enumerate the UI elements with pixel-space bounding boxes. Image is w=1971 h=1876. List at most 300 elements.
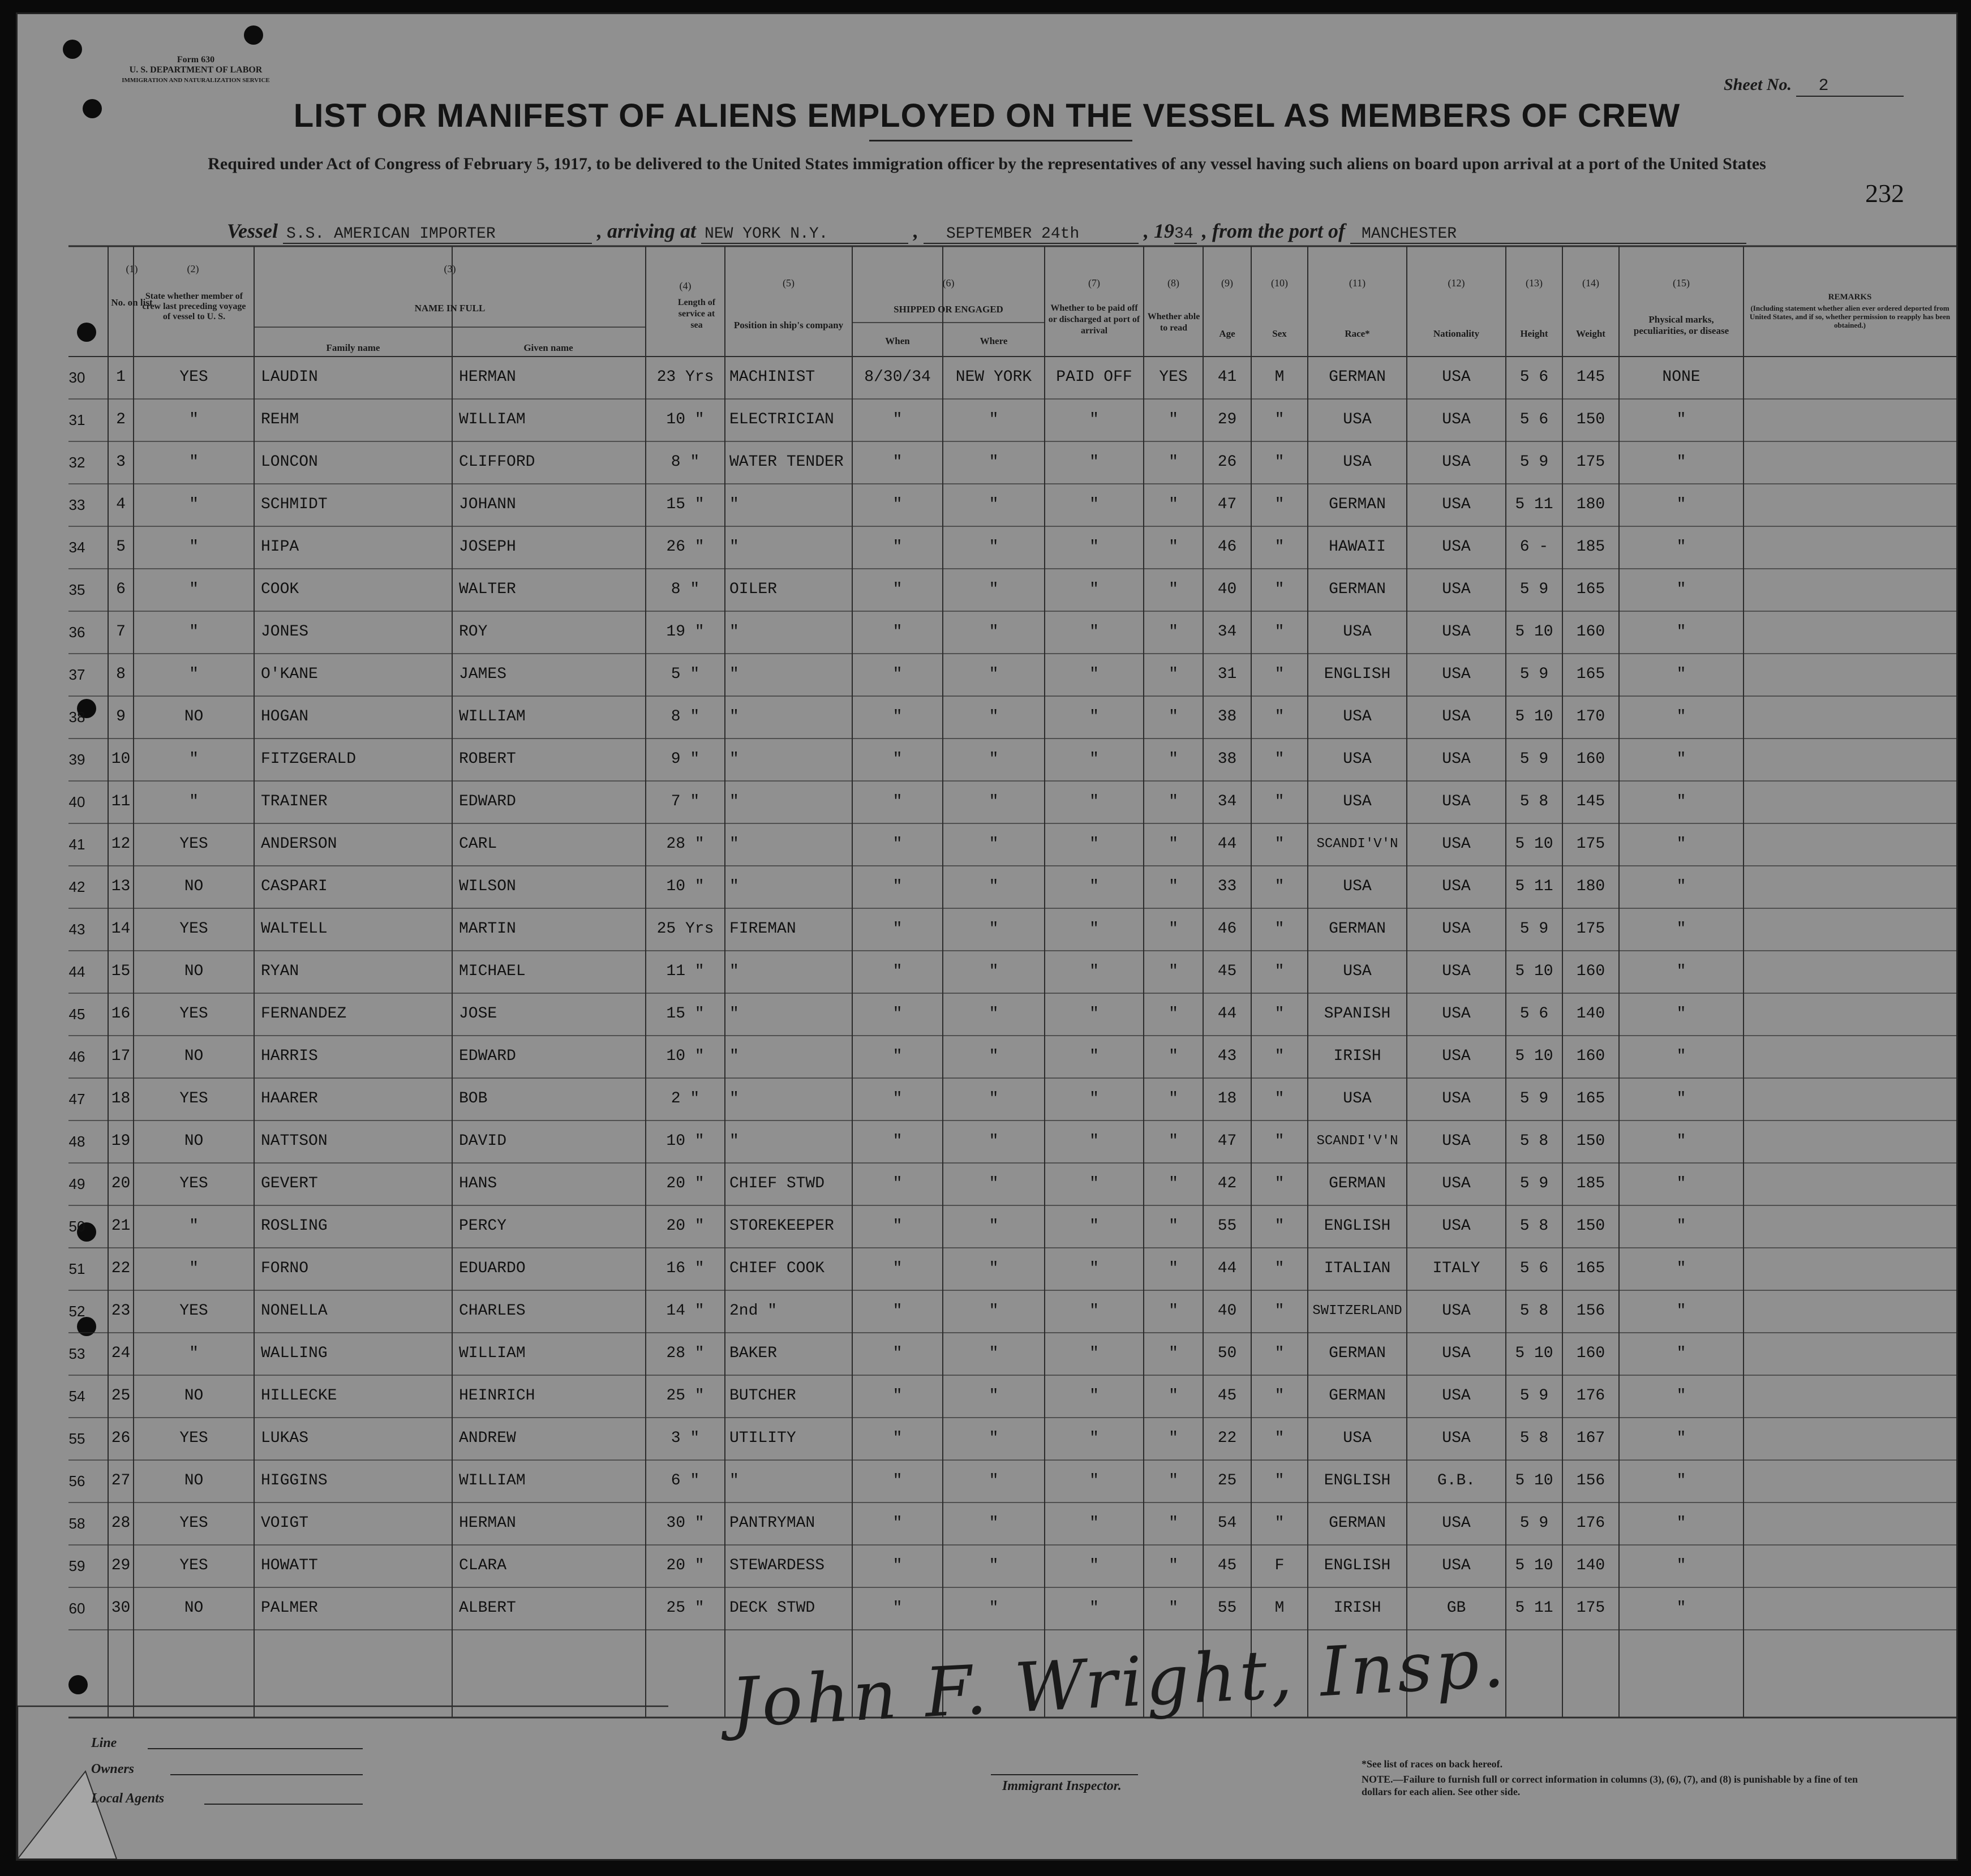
service-length-cell: 8 " <box>671 708 700 725</box>
form-number: Form 630 <box>177 55 215 65</box>
height-cell: 5 11 <box>1515 878 1553 895</box>
service-length-cell: 10 " <box>666 1048 705 1065</box>
shipped-where-cell: " <box>989 623 999 641</box>
able-to-read-cell: " <box>1169 963 1178 980</box>
family-name-cell: REHM <box>261 411 299 428</box>
physical-marks-cell: " <box>1676 1387 1686 1405</box>
shipped-when-cell: " <box>892 1429 903 1447</box>
paid-off-cell: " <box>1089 878 1099 895</box>
given-name-cell: CLIFFORD <box>459 453 535 471</box>
margin-line-number: 30 <box>68 369 85 386</box>
shipped-when-cell: " <box>892 1472 903 1489</box>
margin-line-number: 56 <box>68 1473 85 1489</box>
service-name: IMMIGRATION AND NATURALIZATION SERVICE <box>122 77 270 84</box>
service-length-cell: 9 " <box>671 750 700 768</box>
sex-cell: " <box>1274 666 1285 683</box>
shipped-where-cell: " <box>989 496 999 513</box>
height-cell: 5 10 <box>1515 1557 1553 1574</box>
family-name-cell: O'KANE <box>261 666 318 683</box>
previous-voyage-cell: NO <box>184 1132 204 1150</box>
able-to-read-cell: " <box>1169 835 1178 853</box>
paid-off-cell: " <box>1089 1429 1099 1447</box>
able-to-read-cell: " <box>1169 1514 1178 1532</box>
nationality-cell: USA <box>1442 1429 1471 1447</box>
shipped-where-cell: " <box>989 1175 999 1192</box>
list-number-cell: 30 <box>111 1599 131 1617</box>
sheet-number-label: Sheet No. <box>1724 75 1792 94</box>
race-cell: USA <box>1343 623 1372 641</box>
family-name-cell: FITZGERALD <box>261 750 357 768</box>
sheet-number-value: 2 <box>1796 76 1904 97</box>
able-to-read-cell: YES <box>1159 368 1188 386</box>
shipped-when-cell: " <box>892 1005 903 1023</box>
col-13-number: (13) <box>1526 277 1543 289</box>
able-to-read-cell: " <box>1169 1345 1178 1362</box>
physical-marks-cell: " <box>1676 1472 1686 1489</box>
paid-off-cell: " <box>1089 1217 1099 1235</box>
sex-cell: " <box>1274 708 1285 725</box>
family-name-cell: PALMER <box>261 1599 318 1617</box>
remarks-subheader: (Including statement whether alien ever ordered deported from United States, and if so, whether permission to reapply has been obtained.) <box>1749 304 1951 329</box>
weight-cell: 185 <box>1576 538 1605 556</box>
owners-rule <box>170 1774 363 1775</box>
shipped-when-cell: " <box>892 1132 903 1150</box>
able-to-read-cell: " <box>1169 1260 1178 1277</box>
shipped-when-cell: " <box>892 1387 903 1405</box>
given-name-cell: MARTIN <box>459 920 516 938</box>
margin-line-number: 42 <box>68 878 85 895</box>
service-length-cell: 20 " <box>666 1557 705 1574</box>
given-name-cell: JAMES <box>459 666 507 683</box>
page-title: LIST OR MANIFEST OF ALIENS EMPLOYED ON THE VESSEL AS MEMBERS OF CREW <box>293 97 1681 134</box>
paid-off-cell: " <box>1089 623 1099 641</box>
previous-voyage-cell: YES <box>179 1090 208 1107</box>
list-number-cell: 25 <box>111 1387 131 1405</box>
paid-off-cell: " <box>1089 1302 1099 1320</box>
shipped-where-cell: " <box>989 708 999 725</box>
nationality-cell: USA <box>1442 368 1471 386</box>
weight-cell: 140 <box>1576 1557 1605 1574</box>
margin-line-number: 53 <box>68 1345 85 1362</box>
paid-off-cell: " <box>1089 1472 1099 1489</box>
paid-off-cell: " <box>1089 538 1099 556</box>
given-name-cell: WILLIAM <box>459 708 526 725</box>
given-name-cell: ROY <box>459 623 488 641</box>
shipped-when-cell: " <box>892 623 903 641</box>
service-length-cell: 20 " <box>666 1175 705 1192</box>
paid-off-cell: " <box>1089 1345 1099 1362</box>
family-name-cell: LAUDIN <box>261 368 318 386</box>
race-cell: GERMAN <box>1329 1175 1386 1192</box>
nationality-cell: USA <box>1442 1090 1471 1107</box>
sex-cell: " <box>1274 453 1285 471</box>
footer-owners-label: Owners <box>91 1762 135 1776</box>
shipped-when-cell: " <box>892 538 903 556</box>
given-name-cell: WILLIAM <box>459 1345 526 1362</box>
previous-voyage-cell: YES <box>179 1429 208 1447</box>
list-number-cell: 20 <box>111 1175 131 1192</box>
race-cell: GERMAN <box>1329 920 1386 938</box>
age-cell: 45 <box>1217 1557 1237 1574</box>
sex-cell: " <box>1274 793 1285 810</box>
previous-voyage-cell: YES <box>179 1557 208 1574</box>
height-cell: 5 10 <box>1515 835 1553 853</box>
shipped-when-cell: " <box>892 1260 903 1277</box>
sex-cell: " <box>1274 623 1285 641</box>
family-name-cell: SCHMIDT <box>261 496 328 513</box>
sex-cell: " <box>1274 1514 1285 1532</box>
shipped-when-cell: " <box>892 581 903 598</box>
family-name-cell: HOWATT <box>261 1557 318 1574</box>
nationality-cell: USA <box>1442 1175 1471 1192</box>
col-11-number: (11) <box>1349 277 1366 289</box>
sex-cell: M <box>1274 368 1285 386</box>
race-cell: GERMAN <box>1329 1345 1386 1362</box>
able-to-read-cell: " <box>1169 793 1178 810</box>
list-number-cell: 5 <box>116 538 126 556</box>
previous-voyage-cell: " <box>189 793 199 810</box>
col-14-header: Weight <box>1576 328 1605 339</box>
height-cell: 5 11 <box>1515 496 1553 513</box>
paid-off-cell: " <box>1089 666 1099 683</box>
given-name-cell: HEINRICH <box>459 1387 535 1405</box>
previous-voyage-cell: " <box>189 750 199 768</box>
sex-cell: " <box>1274 496 1285 513</box>
shipped-when-cell: " <box>892 496 903 513</box>
margin-line-number: 43 <box>68 921 85 938</box>
physical-marks-cell: " <box>1676 750 1686 768</box>
weight-cell: 160 <box>1576 623 1605 641</box>
position-cell: CHIEF COOK <box>729 1260 825 1277</box>
position-cell: WATER TENDER <box>729 453 844 471</box>
previous-voyage-cell: " <box>189 581 199 598</box>
weight-cell: 175 <box>1576 920 1605 938</box>
race-cell: SPANISH <box>1324 1005 1391 1023</box>
shipped-when-cell: " <box>892 1175 903 1192</box>
given-name-cell: JOSE <box>459 1005 497 1023</box>
height-cell: 5 9 <box>1519 581 1549 598</box>
manifest-sheet <box>16 12 1958 1861</box>
list-number-cell: 3 <box>116 453 126 471</box>
col-5-number: (5) <box>783 277 795 289</box>
col-4-number: (4) <box>679 280 692 291</box>
col-3-number: (3) <box>444 263 456 274</box>
position-cell: " <box>729 1132 739 1150</box>
margin-line-number: 45 <box>68 1006 85 1023</box>
col-1-number: (1) <box>126 263 138 274</box>
family-name-cell: LONCON <box>261 453 318 471</box>
previous-voyage-cell: " <box>189 453 199 471</box>
able-to-read-cell: " <box>1169 1175 1178 1192</box>
margin-line-number: 51 <box>68 1260 85 1277</box>
service-length-cell: 25 " <box>666 1387 705 1405</box>
line-rule <box>148 1748 363 1749</box>
able-to-read-cell: " <box>1169 538 1178 556</box>
inspector-rule <box>991 1774 1138 1775</box>
paid-off-cell: " <box>1089 708 1099 725</box>
shipped-when-cell: " <box>892 1599 903 1617</box>
physical-marks-cell: " <box>1676 835 1686 853</box>
paid-off-cell: " <box>1089 1514 1099 1532</box>
shipped-where-cell: " <box>989 1345 999 1362</box>
col-6a-header: When <box>885 336 910 346</box>
position-cell: " <box>729 496 739 513</box>
able-to-read-cell: " <box>1169 1429 1178 1447</box>
service-length-cell: 26 " <box>666 538 705 556</box>
given-name-cell: JOHANN <box>459 496 516 513</box>
margin-line-number: 32 <box>68 454 85 471</box>
shipped-where-cell: " <box>989 411 999 428</box>
sex-cell: " <box>1274 1387 1285 1405</box>
col-4-header: Length of service at sea <box>677 298 716 330</box>
list-number-cell: 26 <box>111 1429 131 1447</box>
margin-line-number: 35 <box>68 581 85 598</box>
list-number-cell: 18 <box>111 1090 131 1107</box>
able-to-read-cell: " <box>1169 1048 1178 1065</box>
shipped-when-cell: " <box>892 1217 903 1235</box>
position-cell: " <box>729 835 739 853</box>
previous-voyage-cell: YES <box>179 1514 208 1532</box>
service-length-cell: 25 " <box>666 1599 705 1617</box>
nationality-cell: USA <box>1442 878 1471 895</box>
position-cell: " <box>729 963 739 980</box>
shipped-when-cell: " <box>892 963 903 980</box>
shipped-when-cell: " <box>892 1048 903 1065</box>
physical-marks-cell: " <box>1676 920 1686 938</box>
service-length-cell: 5 " <box>671 666 700 683</box>
family-name-cell: WALTELL <box>261 920 328 938</box>
given-name-cell: DAVID <box>459 1132 507 1150</box>
margin-line-number: 55 <box>68 1430 85 1447</box>
able-to-read-cell: " <box>1169 1599 1178 1617</box>
race-cell: GERMAN <box>1329 1514 1386 1532</box>
vessel-label: Vessel <box>227 220 278 242</box>
height-cell: 5 9 <box>1519 750 1549 768</box>
race-note: *See list of races on back hereof. <box>1362 1758 1503 1770</box>
race-cell: GERMAN <box>1329 581 1386 598</box>
col-8-header: Whether able to read <box>1147 312 1200 333</box>
nationality-cell: ITALY <box>1432 1260 1480 1277</box>
race-cell: GERMAN <box>1329 496 1386 513</box>
position-cell: 2nd " <box>729 1302 778 1320</box>
age-cell: 18 <box>1217 1090 1237 1107</box>
given-name-cell: WILLIAM <box>459 411 526 428</box>
age-cell: 42 <box>1217 1175 1237 1192</box>
age-cell: 47 <box>1217 1132 1237 1150</box>
col-10-number: (10) <box>1271 277 1288 289</box>
age-cell: 47 <box>1217 496 1237 513</box>
penalty-note: NOTE.—Failure to furnish full or correct information in columns (3), (6), (7), and (8) is punishable by a fine of ten dollars for each alien. See other side. <box>1362 1774 1858 1797</box>
family-name-cell: HAARER <box>261 1090 318 1107</box>
height-cell: 5 6 <box>1519 1005 1549 1023</box>
footer-line-label: Line <box>91 1736 117 1750</box>
nationality-cell: USA <box>1442 708 1471 725</box>
physical-marks-cell: " <box>1676 496 1686 513</box>
race-cell: USA <box>1343 1090 1372 1107</box>
physical-marks-cell: " <box>1676 1090 1686 1107</box>
age-cell: 38 <box>1217 750 1237 768</box>
shipped-where-cell: " <box>989 750 999 768</box>
col-13-header: Height <box>1520 328 1548 339</box>
race-cell: SWITZERLAND <box>1312 1303 1402 1319</box>
race-cell: USA <box>1343 963 1372 980</box>
list-number-cell: 1 <box>116 368 126 386</box>
family-name-cell: COOK <box>261 581 299 598</box>
list-number-cell: 2 <box>116 411 126 428</box>
weight-cell: 145 <box>1576 793 1605 810</box>
given-name-cell: ALBERT <box>459 1599 516 1617</box>
age-cell: 46 <box>1217 920 1237 938</box>
col-15-header: Physical marks, peculiarities, or disease <box>1633 314 1729 336</box>
margin-line-number: 31 <box>68 411 85 428</box>
weight-cell: 175 <box>1576 453 1605 471</box>
shipped-where-cell: " <box>989 1472 999 1489</box>
nationality-cell: USA <box>1442 1345 1471 1362</box>
shipped-when-cell: " <box>892 1302 903 1320</box>
previous-voyage-cell: " <box>189 411 199 428</box>
weight-cell: 180 <box>1576 496 1605 513</box>
shipped-where-cell: " <box>989 538 999 556</box>
sex-cell: " <box>1274 1260 1285 1277</box>
family-name-cell: WALLING <box>261 1345 328 1362</box>
age-cell: 50 <box>1217 1345 1237 1362</box>
weight-cell: 145 <box>1576 368 1605 386</box>
sex-cell: " <box>1274 1429 1285 1447</box>
paid-off-cell: " <box>1089 1260 1099 1277</box>
shipped-where-cell: " <box>989 1429 999 1447</box>
weight-cell: 156 <box>1576 1472 1605 1489</box>
weight-cell: 150 <box>1576 1132 1605 1150</box>
height-cell: 5 9 <box>1519 453 1549 471</box>
nationality-cell: USA <box>1442 793 1471 810</box>
family-name-cell: RYAN <box>261 963 299 980</box>
able-to-read-cell: " <box>1169 1302 1178 1320</box>
service-length-cell: 10 " <box>666 1132 705 1150</box>
service-length-cell: 14 " <box>666 1302 705 1320</box>
sex-cell: " <box>1274 963 1285 980</box>
weight-cell: 150 <box>1576 1217 1605 1235</box>
col-12-number: (12) <box>1448 277 1465 289</box>
family-name-cell: NONELLA <box>261 1302 328 1320</box>
previous-voyage-cell: YES <box>179 1302 208 1320</box>
sex-cell: " <box>1274 581 1285 598</box>
given-name-cell: EDWARD <box>459 793 516 810</box>
physical-marks-cell: " <box>1676 538 1686 556</box>
height-cell: 5 8 <box>1519 793 1549 810</box>
col-11-header: Race* <box>1345 328 1370 339</box>
weight-cell: 140 <box>1576 1005 1605 1023</box>
family-name-cell: ANDERSON <box>261 835 337 853</box>
margin-line-number: 52 <box>68 1303 85 1320</box>
previous-voyage-cell: " <box>189 1217 199 1235</box>
race-cell: ITALIAN <box>1324 1260 1391 1277</box>
nationality-cell: USA <box>1442 1048 1471 1065</box>
sex-cell: " <box>1274 920 1285 938</box>
shipped-where-cell: " <box>989 878 999 895</box>
list-number-cell: 11 <box>111 793 131 810</box>
height-cell: 5 8 <box>1519 1302 1549 1320</box>
margin-line-number: 44 <box>68 963 85 980</box>
able-to-read-cell: " <box>1169 496 1178 513</box>
paid-off-cell: " <box>1089 1175 1099 1192</box>
shipped-where-cell: " <box>989 1132 999 1150</box>
position-cell: OILER <box>729 581 778 598</box>
folded-corner <box>18 1771 117 1859</box>
shipped-when-cell: " <box>892 1090 903 1107</box>
shipped-when-cell: " <box>892 878 903 895</box>
physical-marks-cell: " <box>1676 581 1686 598</box>
paid-off-cell: " <box>1089 496 1099 513</box>
paid-off-cell: " <box>1089 793 1099 810</box>
previous-voyage-cell: NO <box>184 708 204 725</box>
given-name-cell: BOB <box>459 1090 488 1107</box>
race-cell: ENGLISH <box>1324 666 1391 683</box>
sex-cell: " <box>1274 750 1285 768</box>
age-cell: 55 <box>1217 1599 1237 1617</box>
sex-cell: " <box>1274 1005 1285 1023</box>
age-cell: 33 <box>1217 878 1237 895</box>
col-3b-header: Given name <box>523 342 573 353</box>
height-cell: 5 10 <box>1515 708 1553 725</box>
age-cell: 22 <box>1217 1429 1237 1447</box>
position-cell: STOREKEEPER <box>729 1217 834 1235</box>
able-to-read-cell: " <box>1169 750 1178 768</box>
margin-line-number: 36 <box>68 624 85 641</box>
col-7-number: (7) <box>1088 277 1100 289</box>
physical-marks-cell: " <box>1676 878 1686 895</box>
paid-off-cell: " <box>1089 1048 1099 1065</box>
given-name-cell: WILSON <box>459 878 516 895</box>
list-number-cell: 8 <box>116 666 126 683</box>
physical-marks-cell: " <box>1676 1217 1686 1235</box>
position-cell: UTILITY <box>729 1429 796 1447</box>
margin-line-number: 60 <box>68 1600 85 1617</box>
shipped-when-cell: " <box>892 1557 903 1574</box>
weight-cell: 176 <box>1576 1387 1605 1405</box>
list-number-cell: 28 <box>111 1514 131 1532</box>
given-name-cell: WALTER <box>459 581 516 598</box>
margin-line-number: 54 <box>68 1388 85 1405</box>
margin-line-number: 50 <box>68 1218 85 1235</box>
weight-cell: 160 <box>1576 1048 1605 1065</box>
agents-rule <box>204 1804 363 1805</box>
weight-cell: 170 <box>1576 708 1605 725</box>
shipped-when-cell: 8/30/34 <box>864 368 931 386</box>
race-cell: USA <box>1343 793 1372 810</box>
department-name: U. S. DEPARTMENT OF LABOR <box>129 65 263 75</box>
paid-off-cell: " <box>1089 1005 1099 1023</box>
physical-marks-cell: " <box>1676 453 1686 471</box>
paid-off-cell: " <box>1089 1599 1099 1617</box>
shipped-when-cell: " <box>892 835 903 853</box>
margin-line-number: 39 <box>68 751 85 768</box>
sex-cell: " <box>1274 1472 1285 1489</box>
paid-off-cell: " <box>1089 453 1099 471</box>
sex-cell: M <box>1274 1599 1285 1617</box>
height-cell: 5 8 <box>1519 1217 1549 1235</box>
weight-cell: 160 <box>1576 750 1605 768</box>
paid-off-cell: " <box>1089 1132 1099 1150</box>
year-label: , 19 <box>1144 220 1175 242</box>
service-length-cell: 2 " <box>671 1090 700 1107</box>
race-cell: USA <box>1343 453 1372 471</box>
height-cell: 5 9 <box>1519 1514 1549 1532</box>
paid-off-cell: " <box>1089 1387 1099 1405</box>
margin-line-number: 33 <box>68 496 85 513</box>
shipped-where-cell: " <box>989 453 999 471</box>
age-cell: 45 <box>1217 1387 1237 1405</box>
sex-cell: " <box>1274 878 1285 895</box>
